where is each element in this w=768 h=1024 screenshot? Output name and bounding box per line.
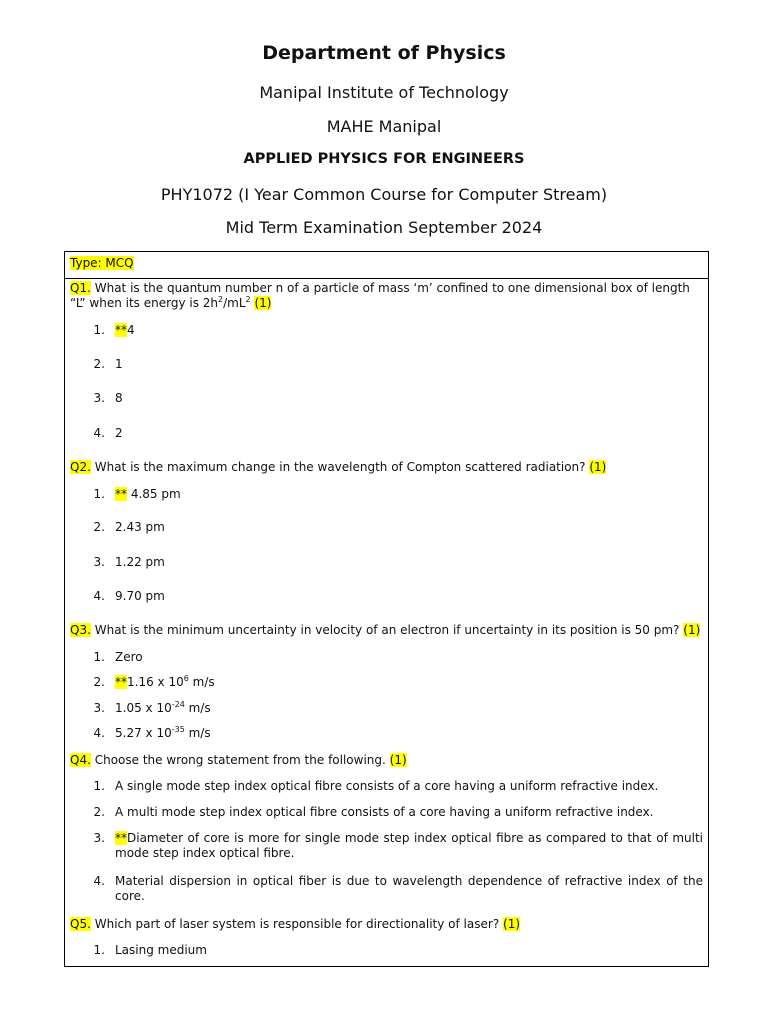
- option-number: 1.: [93, 323, 105, 337]
- question-table: [64, 251, 709, 967]
- question-text: /mL: [223, 296, 246, 310]
- question-number: Q2.: [70, 460, 91, 474]
- marks-label: (1): [254, 296, 272, 310]
- option-number: 1.: [93, 943, 105, 957]
- option: [93, 674, 703, 690]
- option-text: 1.05 x 10: [115, 701, 172, 715]
- option-number: 2.: [93, 357, 105, 371]
- correct-marker: **: [115, 487, 127, 501]
- option-text: 8: [115, 391, 123, 405]
- exponent: -35: [171, 725, 185, 734]
- option-text: A multi mode step index optical fibre consists of a core having a uniform refractive index.: [115, 805, 654, 819]
- institute-name: Manipal Institute of Technology: [259, 83, 509, 102]
- option: [93, 487, 703, 502]
- option-text: 4: [127, 323, 135, 337]
- option-number: 2.: [93, 520, 105, 534]
- option-number: 3.: [93, 831, 105, 845]
- exponent: 6: [183, 674, 189, 683]
- type-row: [65, 252, 708, 279]
- option: [93, 357, 703, 372]
- option: [93, 805, 703, 820]
- course-title: APPLIED PHYSICS FOR ENGINEERS: [243, 151, 525, 167]
- exponent: -24: [171, 700, 185, 709]
- correct-marker: **: [115, 675, 127, 689]
- option: [93, 555, 703, 570]
- marks-label: (1): [389, 753, 407, 767]
- question-4: [70, 753, 702, 768]
- option: [93, 323, 703, 338]
- option-text: 4.85 pm: [127, 487, 181, 501]
- option: [93, 520, 703, 535]
- option-text: 1: [115, 357, 123, 371]
- option-number: 2.: [93, 805, 105, 819]
- question-2: [70, 460, 702, 475]
- question-3: [70, 623, 702, 638]
- option-number: 3.: [93, 701, 105, 715]
- option-number: 1.: [93, 487, 105, 501]
- option-number: 1.: [93, 779, 105, 793]
- university-name: MAHE Manipal: [326, 117, 442, 136]
- question-number: Q4.: [70, 753, 91, 767]
- option-number: 2.: [93, 675, 105, 689]
- question-text: What is the quantum number n of a particle of mass ‘m’ confined to one dimensional box of length “L” when its energy is 2h: [70, 281, 690, 310]
- option: [93, 831, 703, 861]
- option-number: 4.: [93, 426, 105, 440]
- option: [93, 779, 703, 794]
- marks-label: (1): [503, 917, 521, 931]
- superscript: 2: [245, 295, 251, 304]
- type-label: Type: MCQ: [70, 256, 134, 270]
- option-number: 4.: [93, 874, 105, 888]
- question-number: Q1.: [70, 281, 91, 295]
- question-text: Choose the wrong statement from the following.: [94, 753, 386, 767]
- option-text: Lasing medium: [115, 943, 207, 957]
- option-unit: m/s: [184, 701, 211, 715]
- option-number: 3.: [93, 391, 105, 405]
- correct-marker: **: [115, 831, 127, 845]
- option: [93, 391, 703, 406]
- marks-label: (1): [589, 460, 607, 474]
- department-title: Department of Physics: [262, 42, 506, 64]
- option: [93, 943, 703, 958]
- marks-label: (1): [683, 623, 701, 637]
- option-text: 2: [115, 426, 123, 440]
- question-number: Q5.: [70, 917, 91, 931]
- option-text: A single mode step index optical fibre consists of a core having a uniform refractive index.: [115, 779, 659, 793]
- option-text: Material dispersion in optical fiber is due to wavelength dependence of refractive index of the core.: [115, 874, 703, 903]
- question-number: Q3.: [70, 623, 91, 637]
- option-text: Diameter of core is more for single mode step index optical fibre as compared to that of multi mode step index optical fibre.: [115, 831, 703, 860]
- option: [93, 650, 703, 665]
- option-text: 2.43 pm: [115, 520, 165, 534]
- option: [93, 589, 703, 604]
- question-text: What is the minimum uncertainty in velocity of an electron if uncertainty in its position is 50 pm?: [94, 623, 680, 637]
- option-text: 1.22 pm: [115, 555, 165, 569]
- question-text: Which part of laser system is responsible for directionality of laser?: [94, 917, 500, 931]
- option-number: 4.: [93, 589, 105, 603]
- course-code: PHY1072 (I Year Common Course for Computer Stream): [160, 185, 608, 204]
- exam-name: Mid Term Examination September 2024: [225, 218, 543, 237]
- option: [93, 700, 703, 716]
- option-number: 3.: [93, 555, 105, 569]
- option: [93, 426, 703, 441]
- question-5: [70, 917, 702, 932]
- option-unit: m/s: [188, 675, 215, 689]
- option-number: 4.: [93, 726, 105, 740]
- correct-marker: **: [115, 323, 127, 337]
- superscript: 2: [218, 295, 224, 304]
- option-text: 9.70 pm: [115, 589, 165, 603]
- option-text: 5.27 x 10: [115, 726, 172, 740]
- option-unit: m/s: [184, 726, 211, 740]
- option-text: Zero: [115, 650, 143, 664]
- option: [93, 874, 703, 904]
- question-1: [70, 281, 702, 311]
- question-text: What is the maximum change in the wavelength of Compton scattered radiation?: [94, 460, 586, 474]
- option-text: 1.16 x 10: [127, 675, 184, 689]
- option-number: 1.: [93, 650, 105, 664]
- option: [93, 725, 703, 741]
